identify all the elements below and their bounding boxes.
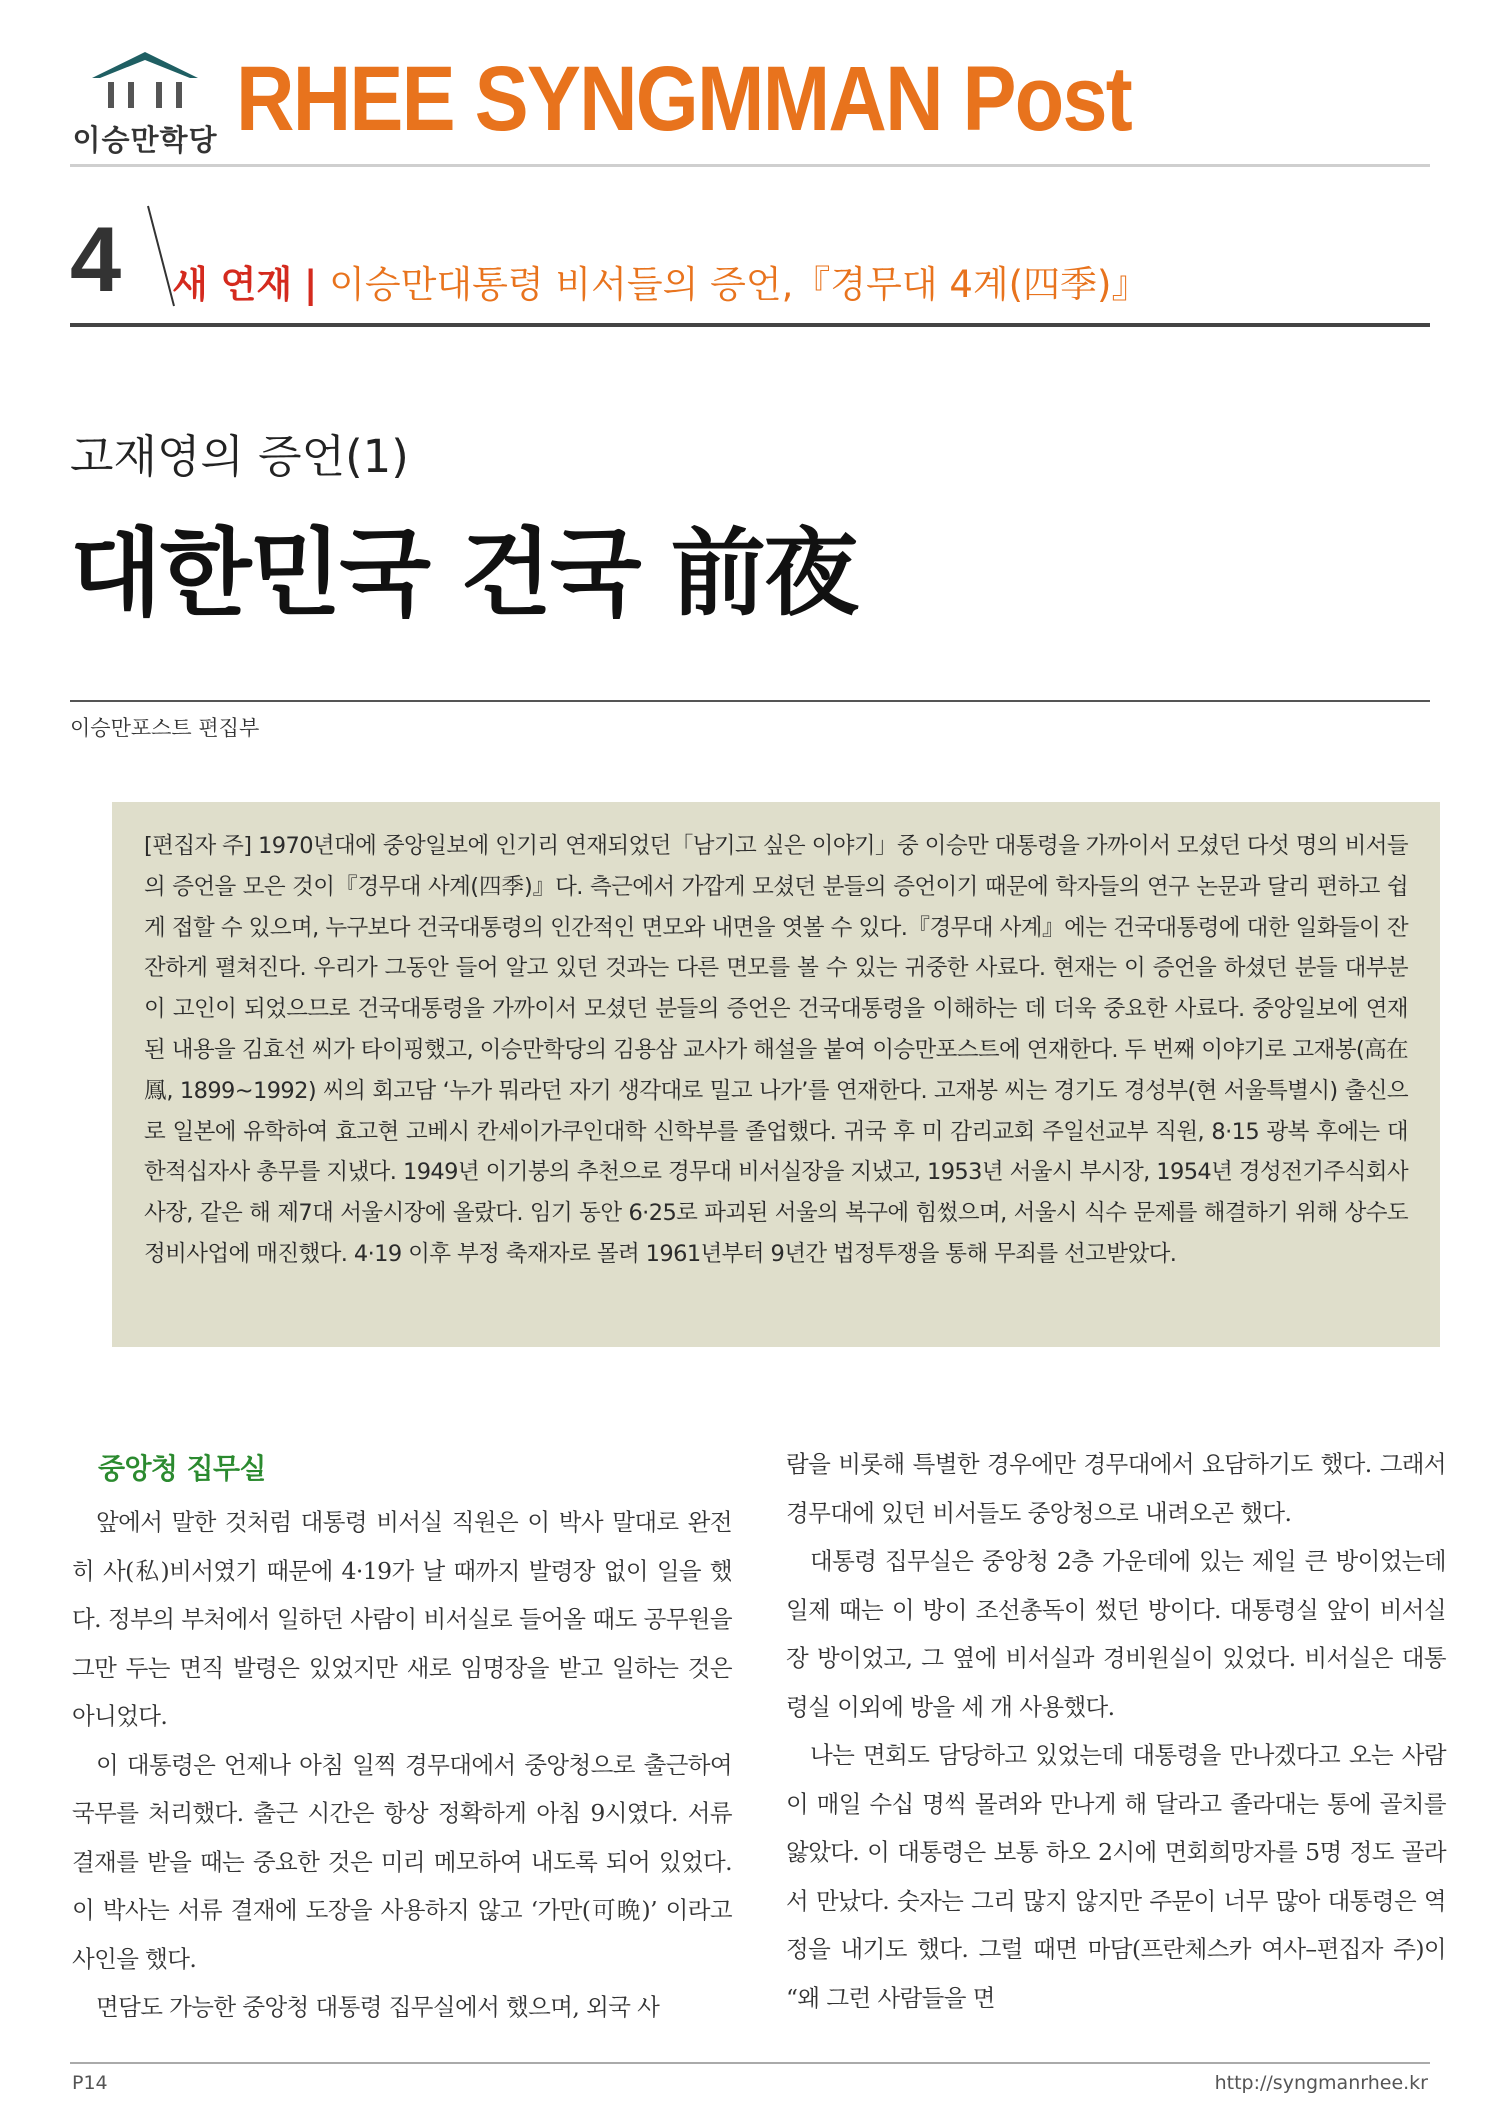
series-number: 4 [70,209,122,311]
series-header [70,200,1430,320]
body-paragraph: 대통령 집무실은 중앙청 2층 가운데에 있는 제일 큰 방이었는데 일제 때는 이 방이 조선총독이 썼던 방이다. 대통령실 앞이 비서실장 방이었고, 그 옆에 비서실과 경비원실이 있었다. 비서실은 대통령실 이외에 방을 세 개 사용했다. [786,1547,1446,1721]
body-paragraph: 앞에서 말한 것처럼 대통령 비서실 직원은 이 박사 말대로 완전히 사(私)비서였기 때문에 4·19가 날 때까지 발령장 없이 일을 했다. 정부의 부처에서 일하던 사람이 비서실로 들어올 때도 공무원을 그만 두는 면직 발령은 있었지만 새로 임명장을 받고 일하는 것은 아니었다. [72,1508,732,1730]
house-logo-icon [86,48,204,114]
page-number: P14 [72,2072,108,2094]
series-lead: 새 연재 [172,263,293,306]
logo-text: 이승만학당 [72,123,218,157]
byline: 이승만포스트 편집부 [70,716,260,740]
section-heading: 중앙청 집무실 [98,1452,266,1485]
article-headline: 대한민국 건국 前夜 [70,519,857,629]
series-title [172,254,1148,308]
logo[interactable] [70,48,220,158]
body-column-right [786,1440,1446,2022]
footer-url[interactable]: http://syngmanrhee.kr [1214,2072,1428,2094]
body-paragraph: 면담도 가능한 중앙청 대통령 집무실에서 했으며, 외국 사 [96,1993,660,2021]
series-separator: | [303,263,318,306]
body-paragraph: 람을 비롯해 특별한 경우에만 경무대에서 요담하기도 했다. 그래서 경무대에 있던 비서들도 중앙청으로 내려오곤 했다. [786,1450,1446,1527]
publication-title: RHEE SYNGMMAN Post [236,48,1131,150]
body-column-left [72,1440,732,2032]
editor-note-text: [편집자 주] 1970년대에 중앙일보에 인기리 연재되었던「남기고 싶은 이야기」중 이승만 대통령을 가까이서 모셨던 다섯 명의 비서들의 증언을 모은 것이『경무대 사계(四季)』다. 측근에서 가깝게 모셨던 분들의 증언이기 때문에 학자들의 연구 논문과 달리 편하고 쉽게 접할 수 있으며, 누구보다 건국대통령의 인간적인 면모와 내면을 엿볼 수 있다.『경무대 사계』에는 건국대통령에 대한 일화들이 잔잔하게 펼쳐진다. 우리가 그동안 들어 알고 있던 것과는 다른 면모를 볼 수 있는 귀중한 사료다. 현재는 이 증언을 하셨던 분들 대부분이 고인이 되었으므로 건국대통령을 가까이서 모셨던 분들의 증언은 건국대통령을 이해하는 데 더욱 중요한 사료다. 중앙일보에 연재된 내용을 김효선 씨가 타이핑했고, 이승만학당의 김용삼 교사가 해설을 붙여 이승만포스트에 연재한다. 두 번째 이야기로 고재봉(高在鳳, 1899~1992) 씨의 회고담 ‘누가 뭐라던 자기 생각대로 밀고 나가’를 연재한다. 고재봉 씨는 경기도 경성부(현 서울특별시) 출신으로 일본에 유학하여 효고현 고베시 칸세이가쿠인대학 신학부를 졸업했다. 귀국 후 미 감리교회 주일선교부 직원, 8·15 광복 후에는 대한적십자사 총무를 지냈다. 1949년 이기붕의 추천으로 경무대 비서실장을 지냈고, 1953년 서울시 부시장, 1954년 경성전기주식회사 사장, 같은 해 제7대 서울시장에 올랐다. 임기 동안 6·25로 파괴된 서울의 복구에 힘썼으며, 서울시 식수 문제를 해결하기 위해 상수도 정비사업에 매진했다. 4·19 이후 부정 축재자로 몰려 1961년부터 9년간 법정투쟁을 통해 무죄를 선고받았다. [144,833,1408,1267]
series-rule [70,323,1430,327]
body-paragraph: 이 대통령은 언제나 아침 일찍 경무대에서 중앙청으로 출근하여 국무를 처리했다. 출근 시간은 항상 정확하게 아침 9시였다. 서류 결재를 받을 때는 중요한 것은 미리 메모하여 내도록 되어 있었다. 이 박사는 서류 결재에 도장을 사용하지 않고 ‘가만(可晩)’ 이라고 사인을 했다. [72,1750,732,1973]
series-name: 이승만대통령 비서들의 증언,『경무대 4계(四季)』 [329,263,1149,306]
masthead-rule [70,164,1430,167]
body-paragraph: 나는 면회도 담당하고 있었는데 대통령을 만나겠다고 오는 사람이 매일 수십 명씩 몰려와 만나게 해 달라고 졸라대는 통에 골치를 앓았다. 이 대통령은 보통 하오 2시에 면회희망자를 5명 정도 골라서 만났다. 숫자는 그리 많지 않지만 주문이 너무 많아 대통령은 역정을 내기도 했다. 그럴 때면 마담(프란체스카 여사–편집자 주)이 “왜 그런 사람들을 면 [786,1741,1446,2012]
editor-note-box [112,802,1440,1347]
byline-rule [70,700,1430,702]
masthead [70,44,1430,164]
footer-rule [70,2062,1430,2064]
article-subtitle: 고재영의 증언(1) [70,430,409,483]
